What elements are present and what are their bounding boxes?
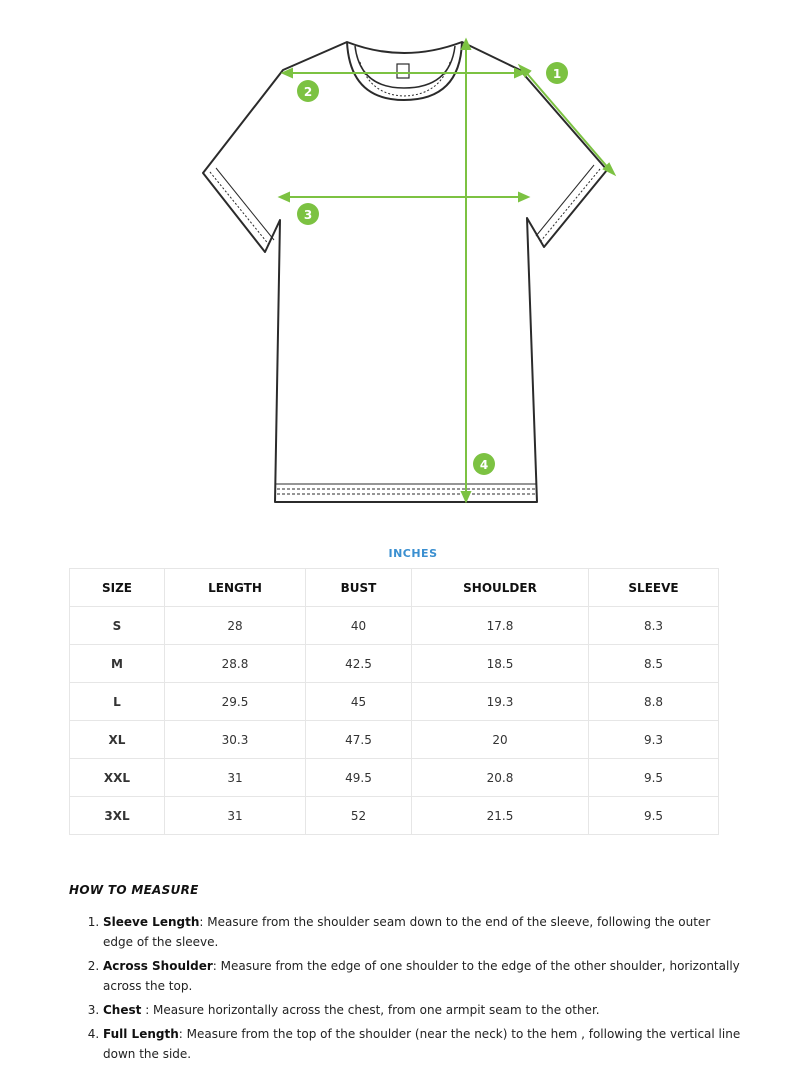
- table-row: [70, 797, 719, 835]
- list-item-term: Full Length: [103, 1027, 179, 1041]
- table-cell: 47.5: [306, 721, 412, 759]
- list-item-term: Across Shoulder: [103, 959, 213, 973]
- table-cell: 29.5: [165, 683, 306, 721]
- marker-3-label: 3: [303, 208, 313, 222]
- table-cell: L: [70, 683, 165, 721]
- table-cell: 8.3: [589, 607, 719, 645]
- column-header: LENGTH: [165, 569, 306, 607]
- list-item-separator: :: [141, 1003, 154, 1017]
- list-item: [103, 1000, 743, 1020]
- table-cell: 9.5: [589, 759, 719, 797]
- column-header: SLEEVE: [589, 569, 719, 607]
- list-item-separator: :: [178, 1027, 187, 1041]
- table-cell: 8.8: [589, 683, 719, 721]
- list-item-text: Measure from the shoulder seam down to the end of the sleeve, following the outer edge of the sleeve.: [103, 915, 711, 949]
- table-cell: 42.5: [306, 645, 412, 683]
- table-cell: 52: [306, 797, 412, 835]
- tshirt-outline: [203, 42, 607, 502]
- table-cell: 31: [165, 759, 306, 797]
- table-cell: 8.5: [589, 645, 719, 683]
- column-header: SHOULDER: [412, 569, 589, 607]
- tshirt-measurement-diagram: [0, 0, 800, 520]
- table-cell: 28.8: [165, 645, 306, 683]
- table-cell: 9.3: [589, 721, 719, 759]
- table-cell: 40: [306, 607, 412, 645]
- list-item-text: Measure from the top of the shoulder (near the neck) to the hem , following the vertical line down the side.: [103, 1027, 741, 1061]
- table-cell: 28: [165, 607, 306, 645]
- column-header: SIZE: [70, 569, 165, 607]
- table-cell: 49.5: [306, 759, 412, 797]
- table-cell: XL: [70, 721, 165, 759]
- list-item-term: Chest: [103, 1003, 142, 1017]
- table-cell: 19.3: [412, 683, 589, 721]
- list-item-term: Sleeve Length: [103, 915, 200, 929]
- list-item: [103, 1024, 743, 1064]
- table-cell: 31: [165, 797, 306, 835]
- list-item-text: Measure horizontally across the chest, from one armpit seam to the other.: [153, 1003, 600, 1017]
- table-row: [70, 683, 719, 721]
- table-cell: 18.5: [412, 645, 589, 683]
- marker-1-label: 1: [552, 67, 562, 81]
- table-row: [70, 645, 719, 683]
- table-cell: 3XL: [70, 797, 165, 835]
- table-row: [70, 721, 719, 759]
- list-item: [103, 912, 743, 952]
- table-cell: 45: [306, 683, 412, 721]
- how-to-measure-heading: HOW TO MEASURE: [69, 883, 199, 897]
- marker-4-label: 4: [479, 458, 489, 472]
- unit-label: INCHES: [388, 547, 438, 560]
- table-cell: 9.5: [589, 797, 719, 835]
- list-item-text: Measure from the edge of one shoulder to the edge of the other shoulder, horizontally across the top.: [103, 959, 740, 993]
- marker-2-label: 2: [303, 85, 313, 99]
- column-header: BUST: [306, 569, 412, 607]
- table-cell: 20: [412, 721, 589, 759]
- table-cell: 30.3: [165, 721, 306, 759]
- list-item-separator: :: [212, 959, 221, 973]
- table-cell: M: [70, 645, 165, 683]
- table-header-row: [70, 569, 719, 607]
- table-cell: S: [70, 607, 165, 645]
- table-cell: 17.8: [412, 607, 589, 645]
- table-cell: XXL: [70, 759, 165, 797]
- size-chart-table: [69, 568, 719, 835]
- table-row: [70, 759, 719, 797]
- list-item: [103, 956, 743, 996]
- how-to-measure-list: [69, 912, 743, 1068]
- list-item-separator: :: [199, 915, 208, 929]
- table-row: [70, 607, 719, 645]
- table-cell: 20.8: [412, 759, 589, 797]
- table-cell: 21.5: [412, 797, 589, 835]
